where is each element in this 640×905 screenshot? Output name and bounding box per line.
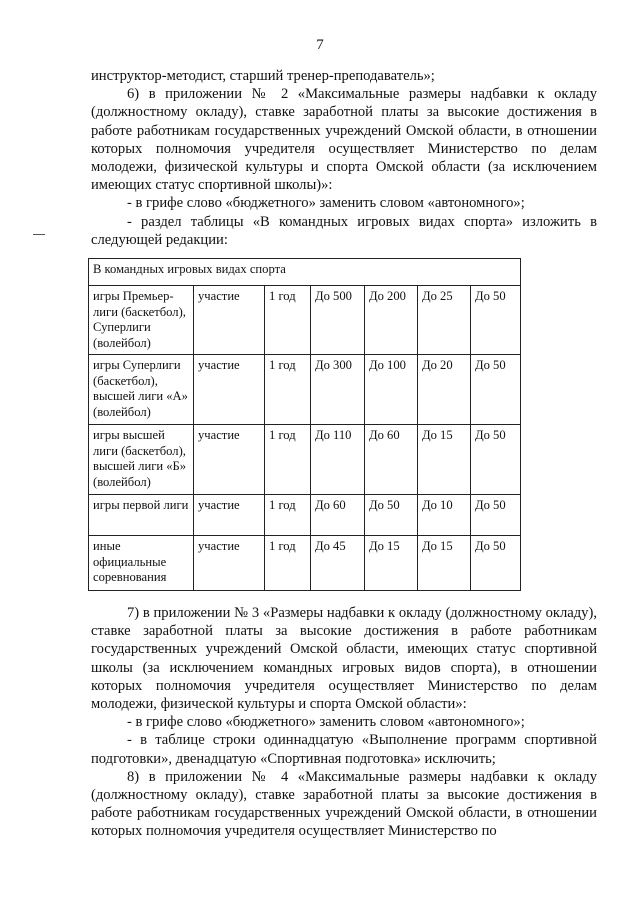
value-cell: До 50	[471, 536, 521, 591]
value-cell: До 50	[471, 425, 521, 495]
table-header-row	[89, 259, 521, 286]
document-text-bottom	[91, 604, 597, 841]
period-cell: 1 год	[265, 536, 311, 591]
value-cell: До 45	[311, 536, 365, 591]
achievement-table-container	[88, 258, 521, 591]
paragraph: 6) в приложении № 2 «Максимальные размеры надбавки к окладу (должностному окладу), ставке заработной платы за высокие достижения в работе работникам государственных учреждений Омской области, в отношении которых полномочия учредителя осуществляет Министерство по делам молодежи, физической культуры и спорта Омской области (за исключением имеющих статус спортивной школы)»:	[91, 86, 597, 194]
type-cell: участие	[194, 355, 265, 425]
value-cell: До 300	[311, 355, 365, 425]
table-row	[89, 536, 521, 591]
value-cell: До 60	[311, 495, 365, 536]
period-cell: 1 год	[265, 286, 311, 355]
value-cell: До 110	[311, 425, 365, 495]
document-text-top	[91, 67, 597, 249]
value-cell: До 10	[418, 495, 471, 536]
paragraph: 8) в приложении № 4 «Максимальные размеры надбавки к окладу (должностному окладу), ставке заработной платы за высокие достижения в работе работникам государственных учреждений Омской области, в отношении которых полномочия учредителя осуществляет Министерство по	[91, 768, 597, 840]
table-row	[89, 355, 521, 425]
margin-mark	[33, 234, 45, 235]
value-cell: До 50	[471, 355, 521, 425]
period-cell: 1 год	[265, 425, 311, 495]
paragraph: - раздел таблицы «В командных игровых видах спорта» изложить в следующей редакции:	[91, 213, 597, 248]
paragraph: инструктор-методист, старший тренер-преподаватель»;	[91, 68, 435, 84]
table-row	[89, 286, 521, 355]
value-cell: До 500	[311, 286, 365, 355]
value-cell: До 200	[365, 286, 418, 355]
value-cell: До 50	[365, 495, 418, 536]
type-cell: участие	[194, 286, 265, 355]
league-cell: игры первой лиги	[89, 495, 194, 536]
paragraph: - в грифе слово «бюджетного» заменить словом «автономного»;	[127, 195, 525, 212]
table-row	[89, 495, 521, 536]
type-cell: участие	[194, 495, 265, 536]
value-cell: До 15	[365, 536, 418, 591]
league-cell: иные официальные соревнования	[89, 536, 194, 591]
type-cell: участие	[194, 425, 265, 495]
paragraph: - в грифе слово «бюджетного» заменить словом «автономного»;	[127, 714, 525, 731]
period-cell: 1 год	[265, 355, 311, 425]
value-cell: До 25	[418, 286, 471, 355]
paragraph: 7) в приложении № 3 «Размеры надбавки к окладу (должностному окладу), ставке заработной платы за высокие достижения в работе работникам государственных учреждений Омской области, имеющих статус спортивной школы (за исключением командных игровых видов спорта), в отношении которых полномочия учредителя осуществляет Министерство по делам молодежи, физической культуры и спорта Омской области»:	[91, 605, 597, 713]
value-cell: До 100	[365, 355, 418, 425]
value-cell: До 50	[471, 495, 521, 536]
value-cell: До 15	[418, 536, 471, 591]
league-cell: игры высшей лиги (баскетбол), высшей лиги «Б» (волейбол)	[89, 425, 194, 495]
value-cell: До 50	[471, 286, 521, 355]
league-cell: игры Премьер-лиги (баскетбол), Суперлиги (волейбол)	[89, 286, 194, 355]
value-cell: До 20	[418, 355, 471, 425]
achievement-table	[88, 258, 521, 591]
paragraph: - в таблице строки одиннадцатую «Выполнение программ спортивной подготовки», двенадцатую «Спортивная подготовка» исключить;	[91, 732, 597, 767]
table-row	[89, 425, 521, 495]
type-cell: участие	[194, 536, 265, 591]
period-cell: 1 год	[265, 495, 311, 536]
table-section-header: В командных игровых видах спорта	[89, 259, 521, 286]
value-cell: До 15	[418, 425, 471, 495]
page-number: 7	[316, 37, 324, 53]
league-cell: игры Суперлиги (баскетбол), высшей лиги «А» (волейбол)	[89, 355, 194, 425]
value-cell: До 60	[365, 425, 418, 495]
